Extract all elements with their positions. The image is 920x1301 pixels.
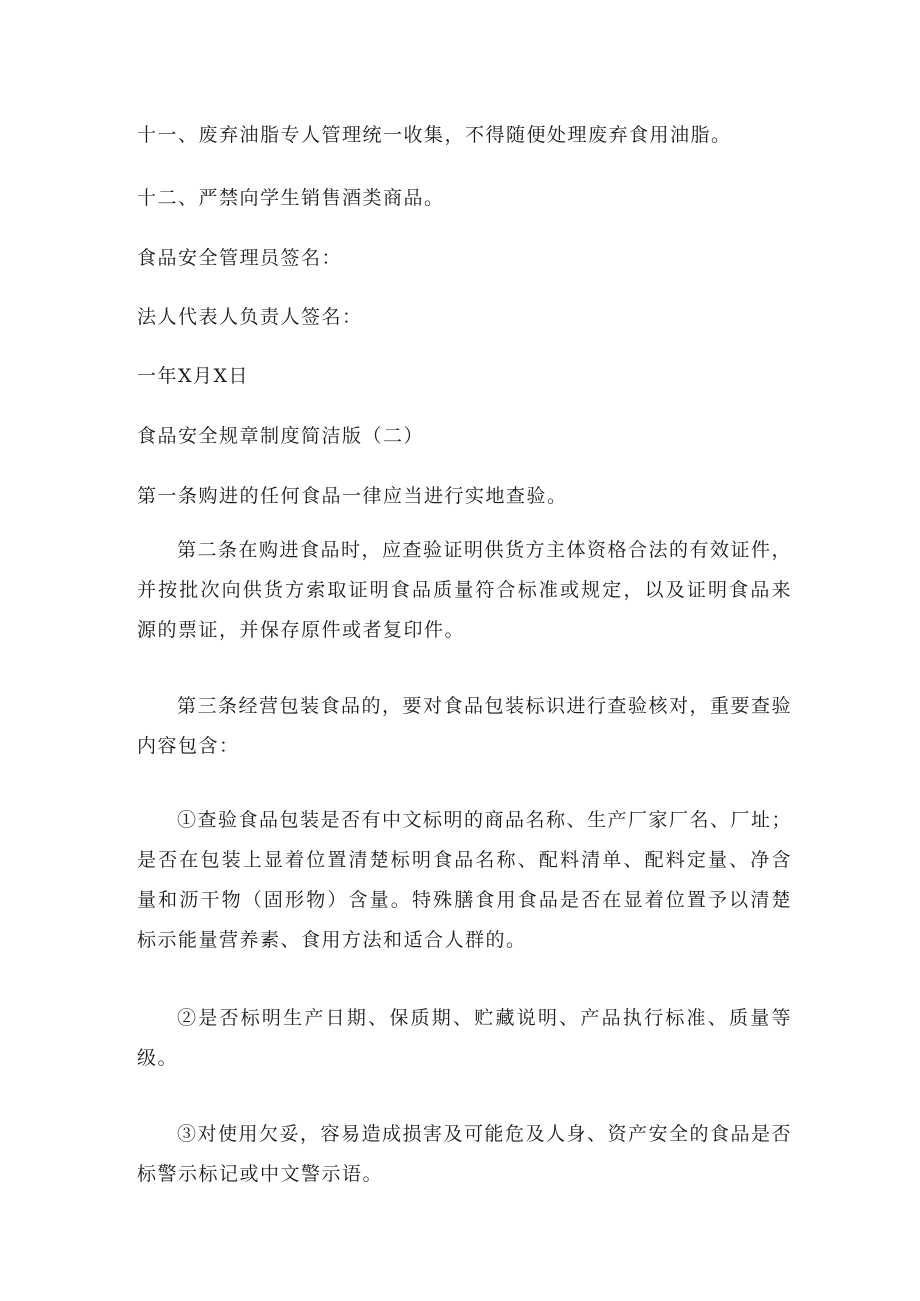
item-3: ③对使用欠妥，容易造成损害及可能危及人身、资产安全的食品是否标警示标记或中文警示语。 — [137, 1123, 793, 1185]
legal-representative-signature: 法人代表人负责人签名： — [137, 306, 363, 328]
clause-12: 十二、严禁向学生销售酒类商品。 — [137, 187, 445, 209]
article-2: 第二条在购进食品时，应查验证明供货方主体资格合法的有效证件，并按批次向供货方索取证明食品质量符合标准或规定，以及证明食品来源的票证，并保存原件或者复印件。 — [137, 539, 793, 641]
clause-11: 十一、废弃油脂专人管理统一收集，不得随便处理废弃食用油脂。 — [137, 124, 732, 146]
food-safety-manager-signature: 食品安全管理员签名： — [137, 247, 343, 269]
date-line: 一年X月X日 — [137, 365, 250, 387]
item-2: ②是否标明生产日期、保质期、贮藏说明、产品执行标准、质量等级。 — [137, 1007, 792, 1069]
article-1: 第一条购进的任何食品一律应当进行实地查验。 — [137, 485, 568, 507]
section-title: 食品安全规章制度简洁版（二） — [137, 425, 425, 447]
article-3: 第三条经营包装食品的，要对食品包装标识进行查验核对，重要查验内容包含： — [137, 695, 793, 757]
item-1: ①查验食品包装是否有中文标明的商品名称、生产厂家厂名、厂址；是否在包装上显着位置清楚标明食品名称、配料清单、配料定量、净含量和沥干物（固形物）含量。特殊膳食用食品是否在显着位置予以清楚标示能量营养素、食用方法和适合人群的。 — [137, 809, 793, 951]
